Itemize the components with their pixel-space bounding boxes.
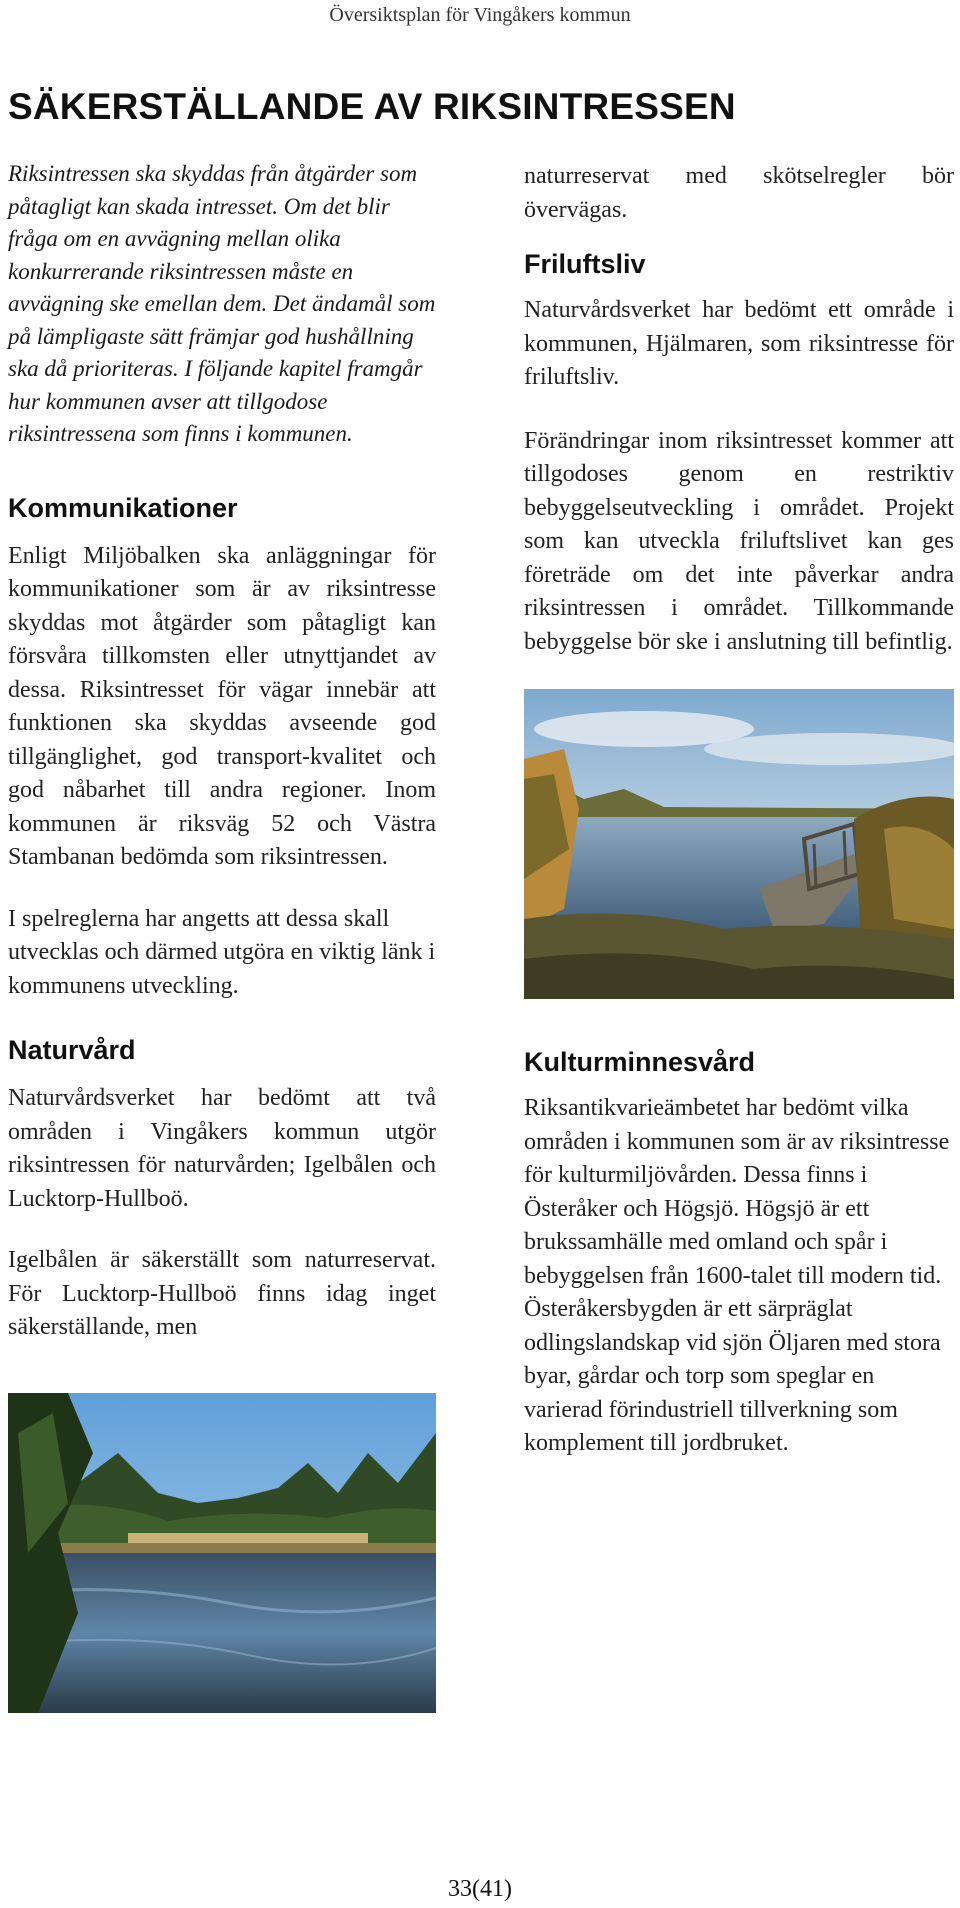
kommunikationer-paragraph-1: Enligt Miljöbalken ska anläggningar för kommunikationer som är av riksintresse skyddas mot åtgärder som påtagligt kan försvåra tillkomsten eller utnyttjandet av dessa. Riksintresset för vägar innebär att funktionen ska skyddas avseende god tillgänglighet, god transport-kvalitet och god nåbarhet till andra regioner. Inom kommunen är riksväg 52 och Västra Stambanan bedömda som riksintressen. — [8, 542, 436, 870]
kommunikationer-paragraph-2: I spelreglerna har angetts att dessa skall utvecklas och därmed utgöra en viktig länk i kommunens utveckling. — [8, 905, 436, 999]
naturvard-paragraph-2: Igelbålen är säkerställt som naturreservat. För Lucktorp-Hullboö finns idag inget säkerställande, men — [8, 1247, 436, 1340]
friluftsliv-paragraph-1: Naturvårdsverket har bedömt ett område i kommunen, Hjälmaren, som riksintresse för friluftsliv. — [524, 297, 954, 390]
lake-pier-photo — [524, 689, 954, 999]
heading-kulturminnesvard: Kulturminnesvård — [524, 1047, 756, 1077]
right-column — [524, 160, 954, 1461]
naturvard-paragraph-1: Naturvårdsverket har bedömt att två områden i Vingåkers kommun utgör riksintressen för naturvården; Igelbålen och Lucktorp-Hullboö. — [8, 1085, 436, 1212]
kulturminnesvard-paragraph-1: Riksantikvarieämbetet har bedömt vilka områden i kommunen som är av riksintresse för kulturmiljövården. Dessa finns i Österåker och Högsjö. Högsjö är ett brukssamhälle med omland och spår i bebyggelsen från 1600-talet till modern tid. Österåkersbygden är ett särpräglat odlingslandskap vid sjön Öljaren med stora byar, gårdar och torp som speglar en varierad förindustriell tillverkning som komplement till jordbruket. — [524, 1095, 950, 1456]
friluftsliv-paragraph-2: Förändringar inom riksintresset kommer att tillgodoses genom en restriktiv bebyggelseutveckling i området. Projekt som kan utveckla friluftslivet kan ges företräde om det inte påverkar andra riksintressen i området. Tillkommande bebyggelse bör ske i anslutning till befintlig. — [524, 427, 954, 655]
left-column — [8, 158, 436, 1713]
naturvard-continued-paragraph: naturreservat med skötselregler bör övervägas. — [524, 163, 954, 223]
document-header: Översiktsplan för Vingåkers kommun — [329, 4, 631, 26]
page-number: 33(41) — [448, 1876, 512, 1902]
forest-lake-photo — [8, 1393, 436, 1713]
intro-paragraph: Riksintressen ska skyddas från åtgärder som påtagligt kan skada intresset. Om det blir fråga om en avvägning mellan olika konkurrerande riksintressen måste en avvägning ske emellan dem. Det ändamål som på lämpligaste sätt främjar god hushållning ska då prioriteras. I följande kapitel framgår hur kommunen avser att tillgodose riksintressena som finns i kommunen. — [8, 161, 436, 446]
page-title: SÄKERSTÄLLANDE AV RIKSINTRESSEN — [8, 86, 736, 127]
heading-kommunikationer: Kommunikationer — [8, 492, 238, 523]
heading-friluftsliv: Friluftsliv — [524, 249, 646, 279]
heading-naturvard: Naturvård — [8, 1035, 136, 1065]
